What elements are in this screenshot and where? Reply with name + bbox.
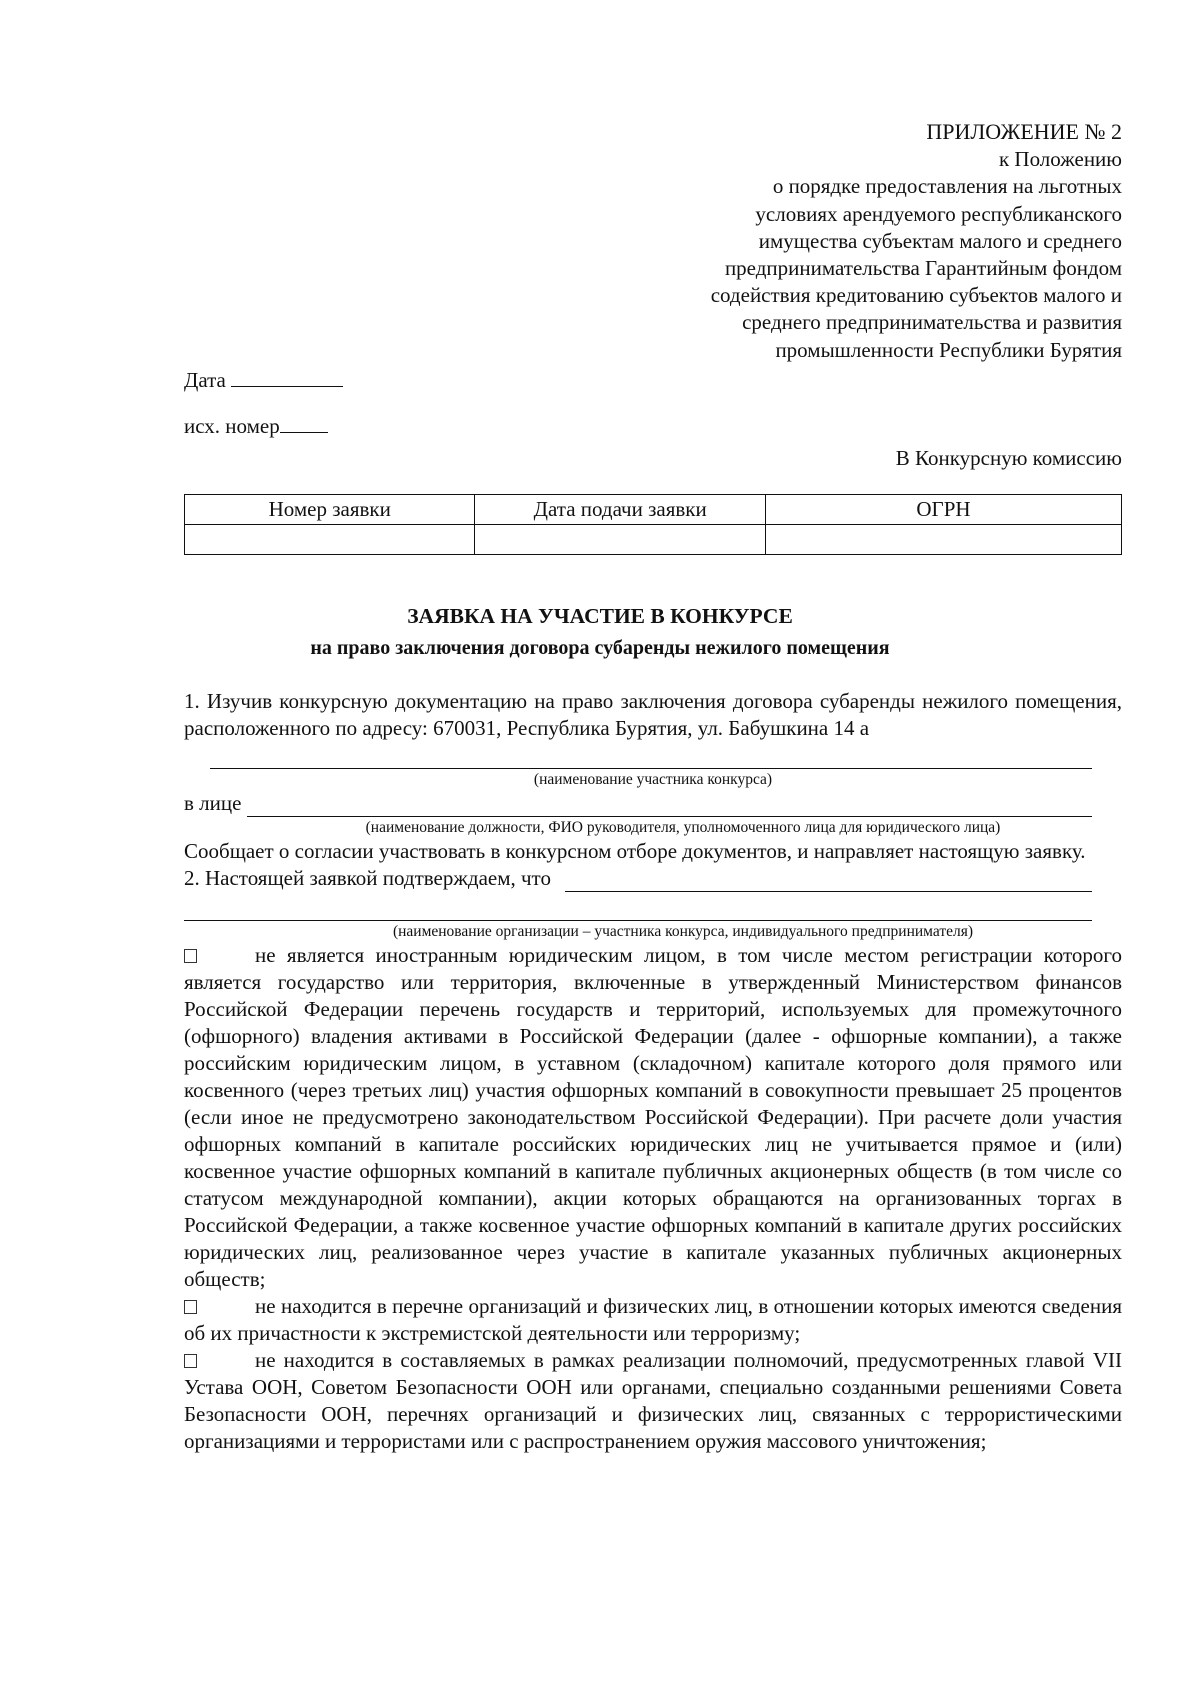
appendix-title: ПРИЛОЖЕНИЕ № 2 (926, 119, 1122, 144)
cell-request-number[interactable] (185, 525, 475, 555)
appendix-header (562, 118, 1122, 364)
header-request-number: Номер заявки (185, 495, 475, 525)
checkbox-icon[interactable] (184, 1300, 197, 1314)
appendix-line: промышленности Республики Бурятия (775, 337, 1122, 362)
in-person-line[interactable] (247, 796, 1092, 817)
appendix-line: имущества субъектам малого и среднего (758, 228, 1122, 253)
date-blank[interactable] (231, 386, 343, 387)
title-main: ЗАЯВКА НА УЧАСТИЕ В КОНКУРСЕ (407, 604, 793, 628)
registration-table (184, 494, 1122, 555)
appendix-line: условиях арендуемого республиканского (755, 201, 1122, 226)
participant-line[interactable] (210, 750, 1092, 769)
appendix-line: предпринимательства Гарантийным фондом (724, 256, 1122, 281)
header-submit-date: Дата подачи заявки (475, 495, 765, 525)
paragraph-1: 1. Изучив конкурсную документацию на право заключения договора субаренды нежилого помещения, расположенного по адресу: 670031, Республика Бурятия, ул. Бабушкина 14 а (184, 689, 1122, 740)
consent-paragraph: Сообщает о согласии участвовать в конкурсном отборе документов, и направляет настоящую заявку. (184, 839, 1086, 863)
list-item-text: не является иностранным юридическим лицом, в том числе местом регистрации которого является государство или территория, включенные в утвержденный Министерством финансов Российской Федерации перечень государств и территорий, используемых для промежуточного (офшорного) владения активами в Российской Федерации (далее - офшорные компании), а также российским юридическим лицом, в уставном (складочном) капитале которого доля прямого или косвенного (через третьих лиц) участия офшорных компаний в совокупности превышает 25 процентов (если иное не предусмотрено законодательством Российской Федерации). При расчете доли участия офшорных компаний в капитале российских юридических лиц не учитывается прямое и (или) косвенное участие офшорных компаний в капитале публичных акционерных обществ (в том числе со статусом международной компании), акции которых обращаются на организованных торгах в Российской Федерации, а также косвенное участие офшорных компаний в капитале других российских юридических лиц, реализованное через участие в капитале указанных публичных акционерных обществ; (184, 943, 1122, 1291)
in-person-label: в лице (184, 791, 242, 815)
paragraph-2: 2. Настоящей заявкой подтверждаем, что (184, 866, 551, 890)
organization-caption: (наименование организации – участника конкурса, индивидуального предпринимателя) (392, 923, 974, 940)
ref-number-field (184, 414, 328, 439)
list-item-text: не находится в перечне организаций и физических лиц, в отношении которых имеются сведения об их причастности к экстремистской деятельности или терроризму; (184, 1294, 1122, 1345)
checkbox-icon[interactable] (184, 949, 197, 963)
table-row (185, 525, 1122, 555)
list-item-text: не находится в составляемых в рамках реализации полномочий, предусмотренных главой VII Устава ООН, Советом Безопасности ООН или органами, специально созданными решениями Совета Безопасности ООН, перечнях организаций и физических лиц, связанных с террористическими организациями и террористами или с распространением оружия массового уничтожения; (184, 1348, 1122, 1453)
date-field (184, 368, 343, 393)
title-sub: на право заключения договора субаренды нежилого помещения (310, 637, 890, 659)
in-person-row (184, 790, 1122, 817)
appendix-line: к Положению (998, 147, 1122, 172)
list-item (184, 942, 1122, 1293)
header-ogrn: ОГРН (765, 495, 1121, 525)
cell-ogrn[interactable] (765, 525, 1121, 555)
appendix-line: о порядке предоставления на льготных (772, 174, 1122, 199)
participant-caption: (наименование участника конкурса) (533, 771, 773, 788)
paragraph-2-row (184, 865, 1122, 892)
ref-label: исх. номер (184, 414, 280, 438)
organization-line[interactable] (565, 871, 1092, 892)
date-label: Дата (184, 368, 226, 392)
table-header-row (185, 495, 1122, 525)
document-title (0, 600, 1200, 664)
ref-blank[interactable] (280, 432, 328, 433)
list-item (184, 1347, 1122, 1455)
list-item (184, 1293, 1122, 1347)
checkbox-icon[interactable] (184, 1354, 197, 1368)
person-caption: (наименование должности, ФИО руководителя, уполномоченного лица для юридического лица) (365, 819, 1001, 836)
appendix-line: среднего предпринимательства и развития (742, 310, 1122, 335)
appendix-line: содействия кредитованию субъектов малого и (710, 283, 1122, 308)
cell-submit-date[interactable] (475, 525, 765, 555)
document-body (184, 688, 1122, 1455)
organization-line-2[interactable] (184, 902, 1092, 921)
addressee: В Конкурсную комиссию (895, 446, 1122, 470)
